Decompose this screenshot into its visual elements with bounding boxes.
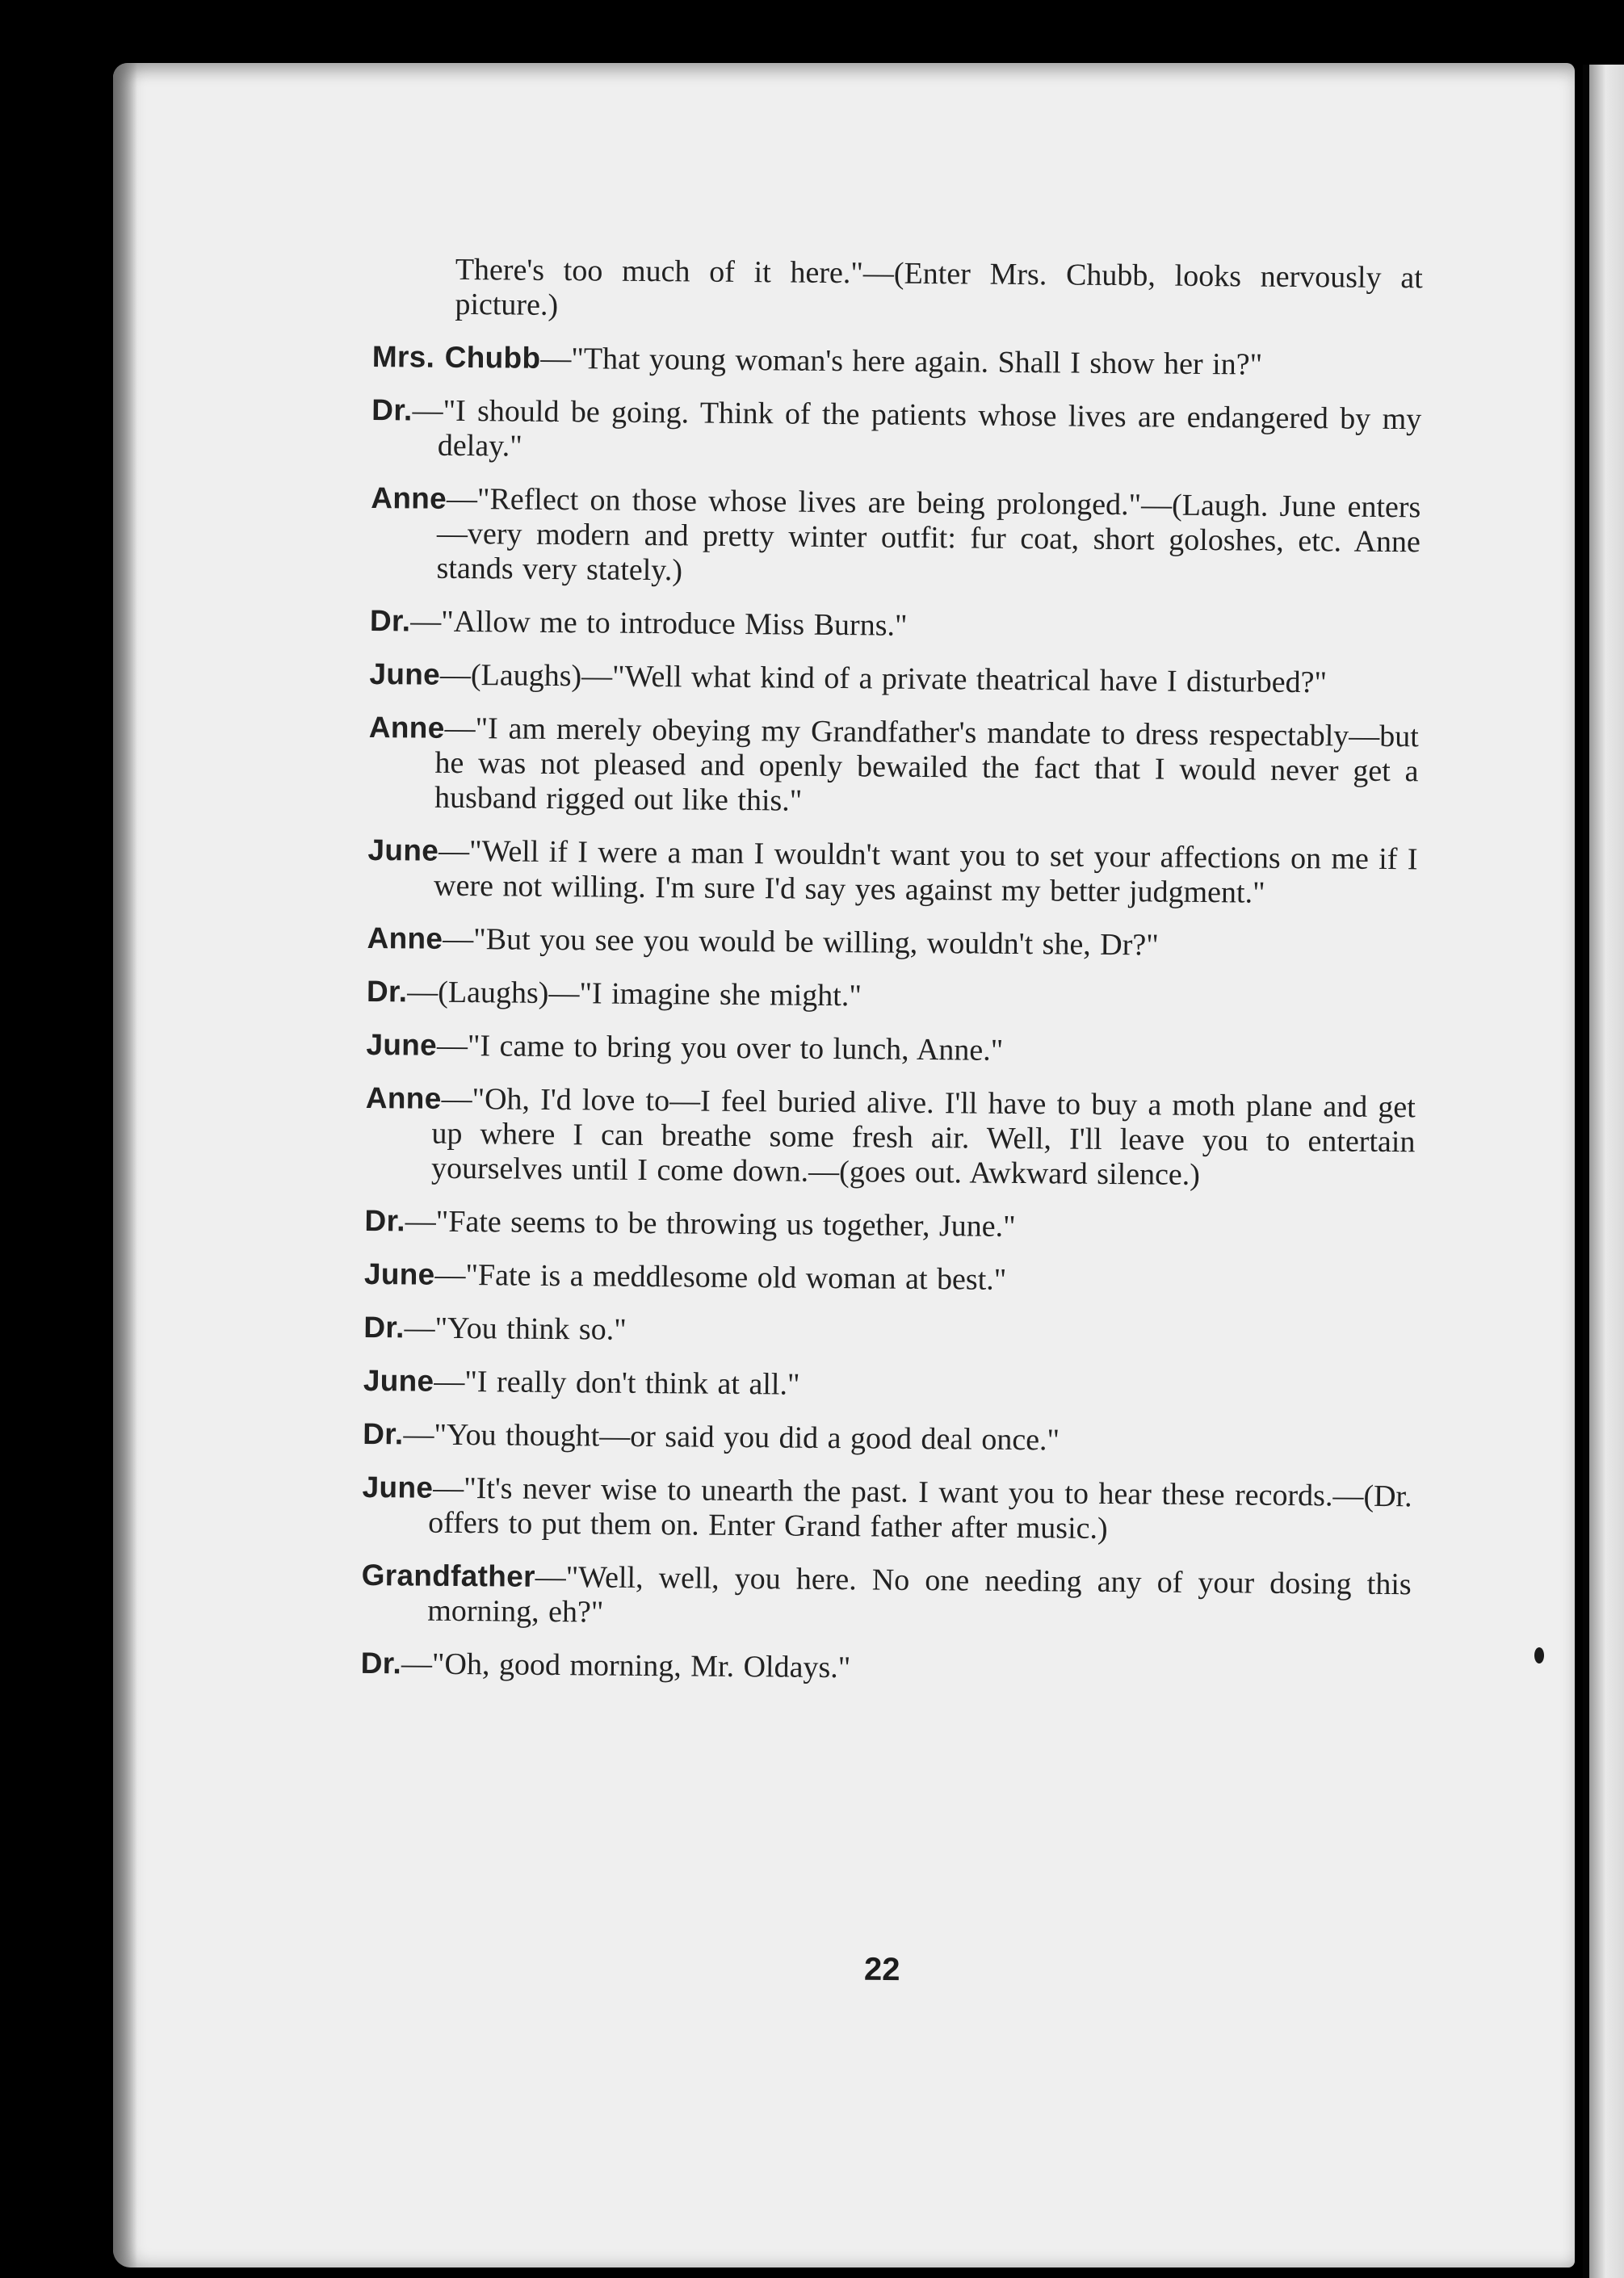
dialogue-entry bbox=[361, 1646, 1411, 1690]
dialogue-entry bbox=[363, 1310, 1413, 1354]
dialogue-text: —"Oh, I'd love to—I feel buried alive. I'll have to buy a moth plane and get up where I can breathe some fresh air. Well, I'll leave you to entertain yourselves until I come down.—(goes out. Awkward silence.) bbox=[430, 1081, 1416, 1192]
dialogue-text: There's too much of it here."—(Enter Mrs. Chubb, looks nervously at picture.) bbox=[455, 252, 1423, 323]
dialogue-text: —"You think so." bbox=[404, 1311, 627, 1347]
speaker-name: Dr. bbox=[371, 392, 413, 427]
dialogue-text: —(Laughs)—"I imagine she might." bbox=[407, 975, 862, 1013]
dialogue-entry bbox=[366, 1027, 1416, 1072]
dialogue-text: —(Laughs)—"Well what kind of a private theatrical have I disturbed?" bbox=[439, 657, 1328, 700]
speaker-name: Anne bbox=[368, 710, 445, 745]
dialogue-text: —"It's never wise to unearth the past. I want you to hear these records.—(Dr. offers to put them on. Enter Grand father after music.) bbox=[428, 1470, 1412, 1546]
dialogue-text: —"Reflect on those whose lives are being prolonged."—(Laugh. June enters—very modern and pretty winter outfit: fur coat, short goloshes, etc. Anne stands very stately.) bbox=[436, 481, 1421, 588]
dialogue-entry bbox=[368, 710, 1419, 824]
speaker-name: Dr. bbox=[369, 603, 411, 638]
dialogue-entry bbox=[364, 1256, 1414, 1301]
dialogue-text: —"Well, well, you here. No one needing any of your dosing this morning, eh?" bbox=[427, 1559, 1412, 1630]
dialogue-entry bbox=[367, 921, 1416, 965]
dialogue-entry bbox=[361, 1558, 1412, 1637]
ink-spot bbox=[1534, 1647, 1544, 1663]
dialogue-text: —"Allow me to introduce Miss Burns." bbox=[410, 604, 908, 643]
speaker-name: June bbox=[366, 1027, 438, 1062]
script-text bbox=[360, 252, 1423, 1708]
dialogue-text: —"You thought—or said you did a good deal once." bbox=[403, 1417, 1060, 1458]
dialogue-text: —"Fate is a meddlesome old woman at best." bbox=[434, 1257, 1007, 1297]
dialogue-text: —"I came to bring you over to lunch, Anne." bbox=[436, 1028, 1004, 1068]
speaker-name: June bbox=[369, 657, 441, 691]
dialogue-text: —"Oh, good morning, Mr. Oldays." bbox=[401, 1647, 851, 1685]
adjacent-page-edge bbox=[1583, 65, 1624, 2278]
speaker-name: Dr. bbox=[363, 1310, 405, 1345]
speaker-name: Anne bbox=[367, 921, 443, 955]
dialogue-entry bbox=[367, 833, 1418, 912]
dialogue-text: —"I really don't think at all." bbox=[434, 1364, 800, 1402]
page-number: 22 bbox=[863, 1951, 900, 1988]
speaker-name: June bbox=[363, 1256, 435, 1291]
dialogue-text: —"That young woman's here again. Shall I show her in?" bbox=[540, 341, 1263, 382]
dialogue-entry bbox=[371, 392, 1422, 472]
dialogue-entry bbox=[367, 974, 1416, 1018]
dialogue-entry bbox=[372, 339, 1422, 384]
speaker-name: June bbox=[362, 1470, 434, 1504]
speaker-name: June bbox=[363, 1363, 434, 1398]
dialogue-entry bbox=[363, 1416, 1412, 1461]
dialogue-text: —"I should be going. Think of the patients whose lives are endangered by my delay." bbox=[412, 393, 1422, 464]
speaker-name: June bbox=[367, 833, 439, 867]
dialogue-text: —"I am merely obeying my Grandfather's mandate to dress respectably—but he was not pleased and openly bewailed the fact that I would never get a husband rigged out like this." bbox=[434, 711, 1419, 818]
speaker-name: Grandfather bbox=[361, 1558, 535, 1593]
speaker-name: Dr. bbox=[360, 1646, 402, 1680]
dialogue-entry bbox=[370, 480, 1420, 594]
speaker-name: Anne bbox=[365, 1080, 442, 1115]
speaker-name: Mrs. Chubb bbox=[371, 339, 541, 375]
speaker-name: Dr. bbox=[366, 974, 408, 1009]
dialogue-entry bbox=[369, 657, 1419, 701]
dialogue-text: —"Fate seems to be throwing us together, June." bbox=[405, 1204, 1016, 1244]
dialogue-text: —"But you see you would be willing, wouldn't she, Dr?" bbox=[443, 921, 1159, 963]
speaker-name: Anne bbox=[371, 480, 447, 515]
speaker-name: Dr. bbox=[364, 1203, 405, 1238]
page-binding-shadow bbox=[113, 63, 137, 2268]
dialogue-entry bbox=[363, 1363, 1413, 1407]
dialogue-entry bbox=[364, 1203, 1414, 1248]
speaker-name: Dr. bbox=[363, 1416, 404, 1451]
dialogue-entry bbox=[372, 252, 1423, 330]
dialogue-entry bbox=[370, 603, 1420, 648]
dialogue-entry bbox=[365, 1080, 1416, 1194]
dialogue-entry bbox=[362, 1470, 1412, 1549]
dialogue-text: —"Well if I were a man I wouldn't want you to set your affections on me if I were not willing. I'm sure I'd say yes against my better judgment." bbox=[433, 833, 1418, 910]
